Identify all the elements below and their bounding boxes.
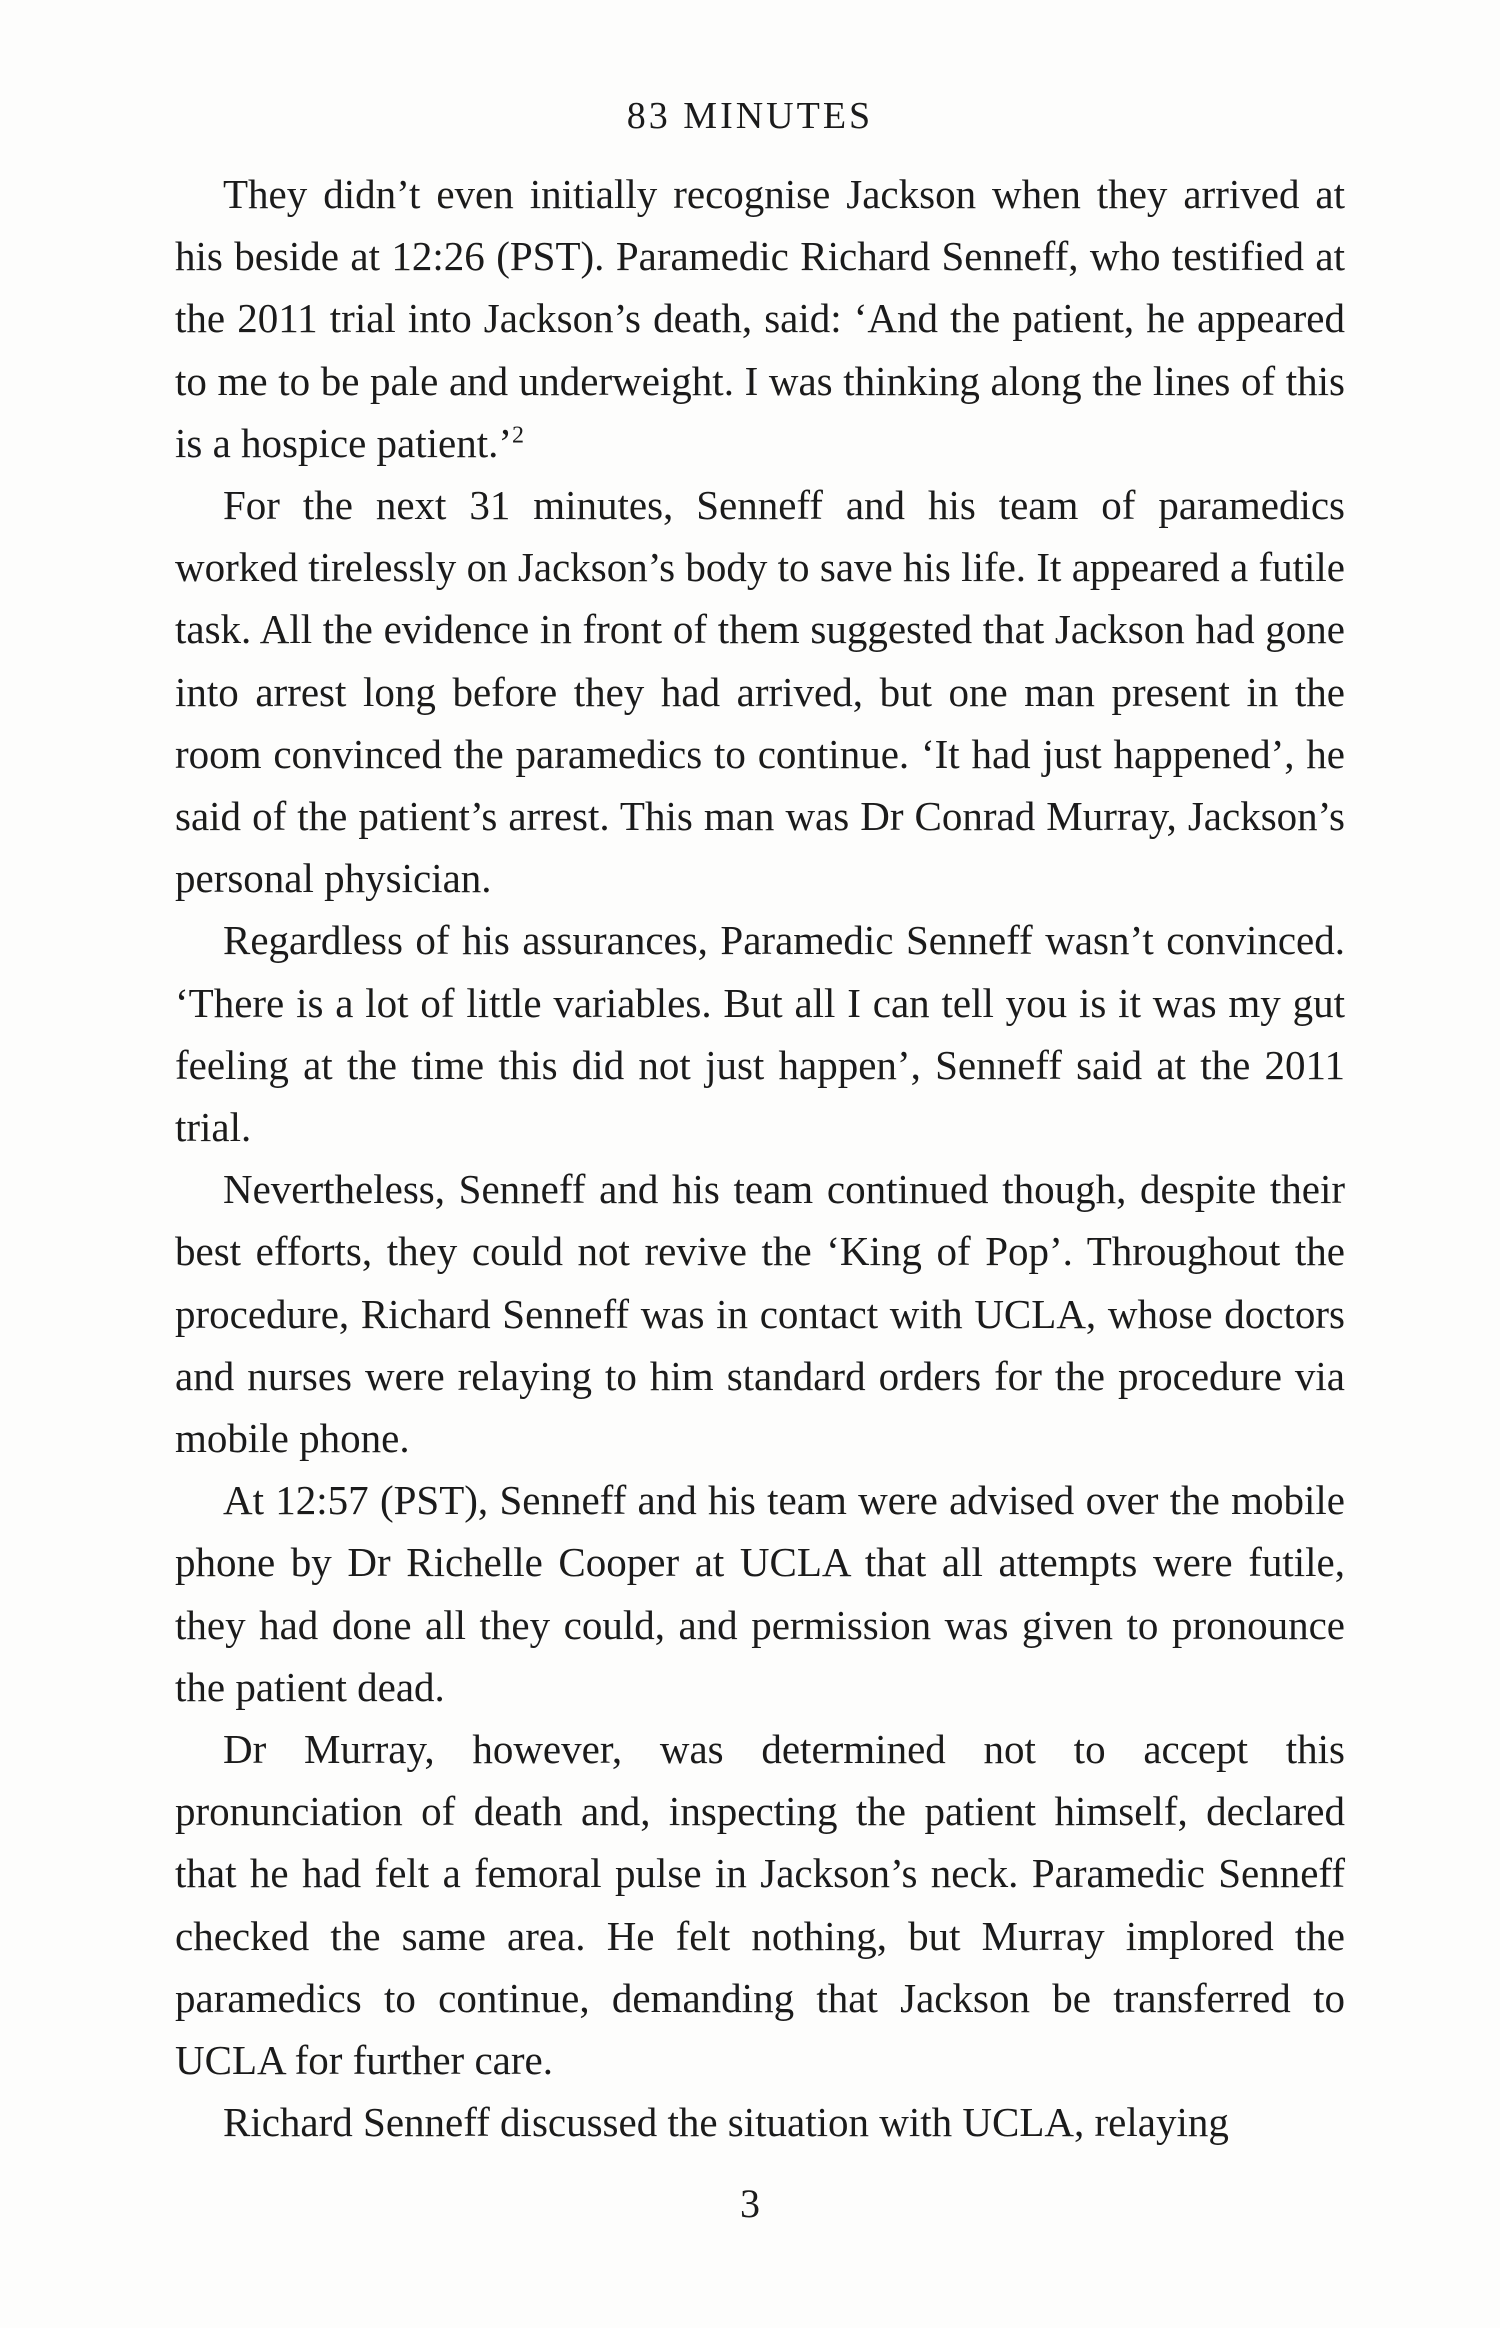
paragraph — [175, 163, 1345, 474]
paragraph: Dr Murray, however, was determined not to accept this pronunciation of death and, inspecting the patient himself, declared that he had felt a femoral pulse in Jackson’s neck. Paramedic Senneff checked the same area. He felt nothing, but Murray implored the paramedics to continue, demanding that Jackson be transferred to UCLA for further care. — [175, 1726, 1345, 2084]
paragraph: Richard Senneff discussed the situation with UCLA, relaying — [223, 2099, 1229, 2146]
paragraph: For the next 31 minutes, Senneff and his team of paramedics worked tirelessly on Jackson’s body to save his life. It appeared a futile task. All the evidence in front of them suggested that Jackson had gone into arrest long before they had arrived, but one man present in the room convinced the paramedics to continue. ‘It had just happened’, he said of the patient’s arrest. This man was Dr Conrad Murray, Jackson’s personal physician. — [175, 482, 1345, 902]
paragraph: At 12:57 (PST), Senneff and his team were advised over the mobile phone by Dr Richelle Cooper at UCLA that all attempts were futile, they had done all they could, and permission was given to pronounce the patient dead. — [175, 1477, 1345, 1710]
paragraph: Nevertheless, Senneff and his team continued though, despite their best efforts, they could not revive the ‘King of Pop’. Throughout the procedure, Richard Senneff was in contact with UCLA, whose doctors and nurses were relaying to him standard orders for the procedure via mobile phone. — [175, 1166, 1345, 1462]
paragraph: Regardless of his assurances, Paramedic Senneff wasn’t convinced. ‘There is a lot of little variables. But all I can tell you is it was my gut feeling at the time this did not just happen’, Senneff said at the 2011 trial. — [175, 917, 1345, 1151]
footnote-marker: 2 — [512, 422, 525, 449]
page-number: 3 — [740, 2181, 760, 2226]
running-head: 83 MINUTES — [626, 95, 874, 137]
body-text — [175, 163, 1345, 2154]
paragraph-text: They didn’t even initially recognise Jackson when they arrived at his beside at 12:26 (PST). Paramedic Richard Senneff, who testified at the 2011 trial into Jackson’s death, said: ‘And the patient, he appeared to me to be pale and underweight. I was thinking along the lines of this is a hospice patient.’ — [175, 171, 1345, 466]
